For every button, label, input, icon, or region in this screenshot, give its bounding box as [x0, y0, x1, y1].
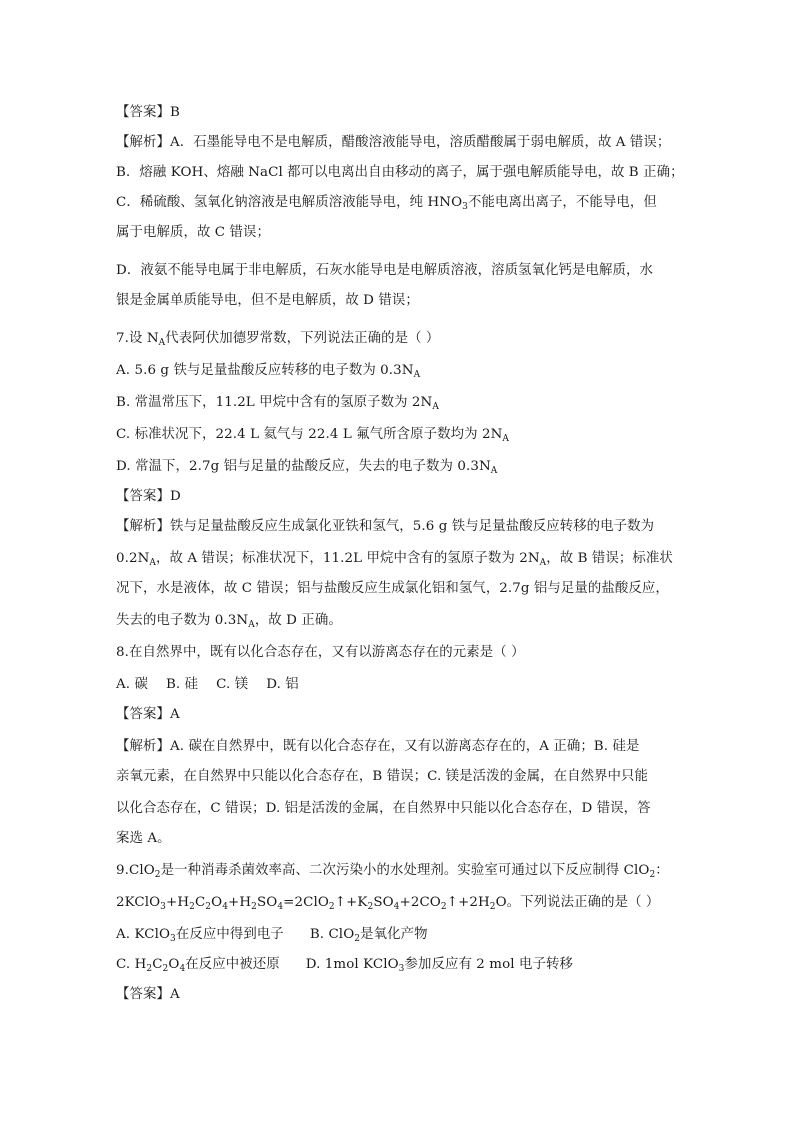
subscript: A — [490, 466, 498, 476]
text-run: C. 镁 — [216, 677, 249, 692]
question-8-analysis — [116, 830, 676, 848]
subscript: 2 — [205, 902, 212, 912]
subscript: 3 — [462, 202, 468, 212]
text-run: A — [169, 707, 180, 722]
text-run: +2CO — [399, 895, 441, 910]
text-run: D. 铝 — [266, 677, 299, 692]
question-9-options-ab — [116, 926, 676, 944]
text-run: D. 1mol KClO — [305, 957, 399, 972]
text-run: 8.在自然界中，既有以化合态存在，又有以游离态存在的元素是（ ） — [116, 645, 525, 660]
text-run: 银是金属单质能导电，但不是电解质，故 D 错误； — [116, 293, 419, 308]
subscript: 2 — [146, 964, 153, 974]
subscript: A — [413, 370, 421, 380]
text-run: +H — [166, 895, 190, 910]
subscript: 4 — [222, 902, 229, 912]
question-8-analysis — [116, 768, 676, 786]
analysis-line — [116, 134, 676, 152]
question-8-answer — [116, 706, 676, 724]
answer-line-1 — [116, 104, 676, 122]
question-7-stem — [116, 330, 676, 348]
question-7-option-b — [116, 394, 676, 412]
text-run: D. 常温下，2.7g 铝与足量的盐酸反应，失去的电子数为 0.3N — [116, 459, 491, 474]
answer-value: B — [169, 105, 180, 120]
subscript: 2 — [328, 902, 335, 912]
text-run: ，故 B 错误；标准状 — [546, 551, 673, 566]
question-9-options-cd — [116, 956, 676, 974]
subscript: A — [502, 434, 510, 444]
text-run: 是一种消毒杀菌效率高、二次污染小的水处理剂。实验室可通过以下反应制得 ClO — [160, 863, 650, 878]
text-run: 【答案】 — [116, 707, 170, 722]
text-run: A．石墨能导电不是电解质，醋酸溶液能导电，溶质醋酸属于弱电解质，故 A 错误； — [169, 135, 671, 150]
question-9-equation — [116, 894, 676, 912]
text-run: 代表阿伏加德罗常数，下列说法正确的是（ ） — [165, 331, 440, 346]
text-run: 不能电离出离子，不能导电，但 — [468, 195, 657, 210]
text-run: 【答案】 — [116, 489, 170, 504]
text-run: C — [194, 895, 206, 910]
text-run: +H — [228, 895, 252, 910]
text-run: 在反应中得到电子 — [175, 927, 284, 942]
text-run: 【解析】 — [116, 519, 170, 534]
subscript: 3 — [170, 934, 176, 944]
text-run: 铁与足量盐酸反应生成氯化亚铁和氢气，5.6 g 铁与足量盐酸反应转移的电子数为 — [169, 519, 655, 534]
question-8-options — [116, 676, 676, 694]
text-run: D．液氨不能导电属于非电解质，石灰水能导电是电解质溶液，溶质氢氧化钙是电解质，水 — [116, 263, 653, 278]
subscript: A — [539, 558, 547, 568]
text-run: ↑+2H — [446, 895, 490, 910]
text-run: 7.设 N — [116, 331, 159, 346]
text-run: 案选 A。 — [116, 831, 171, 846]
subscript: A — [158, 338, 166, 348]
subscript: 2 — [489, 902, 496, 912]
text-run: SO — [256, 895, 278, 910]
text-run: 属于电解质，故 C 错误； — [116, 225, 270, 240]
text-run: A. 5.6 g 铁与足量盐酸反应转移的电子数为 0.3N — [116, 363, 414, 378]
text-run: A. KClO — [116, 927, 171, 942]
text-run: 9.ClO — [116, 863, 155, 878]
question-7-analysis — [116, 550, 676, 568]
analysis-line — [116, 224, 676, 242]
text-run: 况下，水是液体，故 C 错误；铝与盐酸反应生成氯化铝和氢气，2.7g 铝与足量的盐酸反应， — [116, 581, 669, 596]
text-run: A. 碳 — [116, 677, 148, 692]
question-7-answer — [116, 488, 676, 506]
analysis-line — [116, 292, 676, 310]
text-run: O — [211, 895, 223, 910]
text-run: ，故 A 错误；标准状况下，11.2L 甲烷中含有的氢原子数为 2N — [156, 551, 540, 566]
question-8-analysis — [116, 738, 676, 756]
text-run: O — [168, 957, 180, 972]
question-9-answer — [116, 986, 676, 1004]
question-9-stem — [116, 862, 676, 880]
text-run: 以化合态存在，C 错误；D. 铝是活泼的金属，在自然界中只能以化合态存在，D 错误，答 — [116, 801, 651, 816]
question-7-analysis — [116, 518, 676, 536]
question-7-analysis — [116, 580, 676, 598]
analysis-line — [116, 194, 676, 212]
subscript: A — [248, 620, 255, 630]
text-run: C. H — [116, 957, 147, 972]
question-7-option-d — [116, 458, 676, 476]
text-run: 【解析】 — [116, 739, 170, 754]
text-run: =2ClO — [283, 895, 329, 910]
text-run: A — [169, 987, 180, 1002]
question-7-analysis — [116, 612, 676, 630]
text-run: C．稀硫酸、氢氧化钠溶液是电解质溶液能导电，纯 HNO — [116, 195, 463, 210]
subscript: A — [432, 402, 439, 412]
text-run: D — [169, 489, 181, 504]
answer-label: 【答案】 — [116, 105, 170, 120]
text-run: B. 硅 — [165, 677, 199, 692]
text-run: 亲氧元素，在自然界中只能以化合态存在，B 错误；C. 镁是活泼的金属，在自然界中只能 — [116, 769, 649, 784]
subscript: A — [149, 558, 157, 568]
text-run: 参加反应有 2 mol 电子转移 — [404, 957, 573, 972]
subscript: 4 — [393, 902, 400, 912]
subscript: 4 — [277, 902, 284, 912]
text-run: B. ClO — [309, 927, 355, 942]
text-run: 2KClO — [116, 895, 161, 910]
analysis-label: 【解析】 — [116, 135, 170, 150]
subscript: 2 — [189, 902, 195, 912]
text-run: B．熔融 KOH、熔融 NaCl 都可以电离出自由移动的离子，属于强电解质能导电，故 B 正确； — [116, 165, 684, 180]
subscript: 2 — [162, 964, 169, 974]
subscript: 2 — [440, 902, 447, 912]
analysis-line — [116, 262, 676, 280]
subscript: 3 — [398, 964, 405, 974]
text-run: ： — [655, 863, 669, 878]
subscript: 2 — [649, 870, 656, 880]
text-run: 在反应中被还原 — [185, 957, 280, 972]
text-run: 失去的电子数为 0.3N — [116, 613, 249, 628]
question-8-analysis — [116, 800, 676, 818]
subscript: 2 — [354, 934, 361, 944]
text-run: C. 标准状况下，22.4 L 氦气与 22.4 L 氟气所含原子数均为 2N — [116, 427, 503, 442]
subscript: 2 — [367, 902, 374, 912]
subscript: 3 — [160, 902, 166, 912]
text-run: ↑+K — [334, 895, 368, 910]
text-run: A. 碳在自然界中，既有以化合态存在，又有以游离态存在的，A 正确；B. 硅是 — [169, 739, 640, 754]
text-run: B. 常温常压下，11.2L 甲烷中含有的氢原子数为 2N — [116, 395, 433, 410]
analysis-line — [116, 164, 684, 182]
text-run: SO — [373, 895, 394, 910]
question-8-stem — [116, 644, 676, 662]
subscript: 2 — [251, 902, 257, 912]
text-run: 【答案】 — [116, 987, 170, 1002]
subscript: 4 — [179, 964, 186, 974]
text-run: C — [152, 957, 163, 972]
text-run: 是氧化产物 — [360, 927, 428, 942]
text-run: 0.2N — [116, 551, 150, 566]
subscript: 2 — [154, 870, 161, 880]
question-7-option-a — [116, 362, 676, 380]
text-run: ，故 D 正确。 — [254, 613, 342, 628]
text-run: O。下列说法正确的是（ ） — [495, 895, 660, 910]
question-7-option-c — [116, 426, 676, 444]
